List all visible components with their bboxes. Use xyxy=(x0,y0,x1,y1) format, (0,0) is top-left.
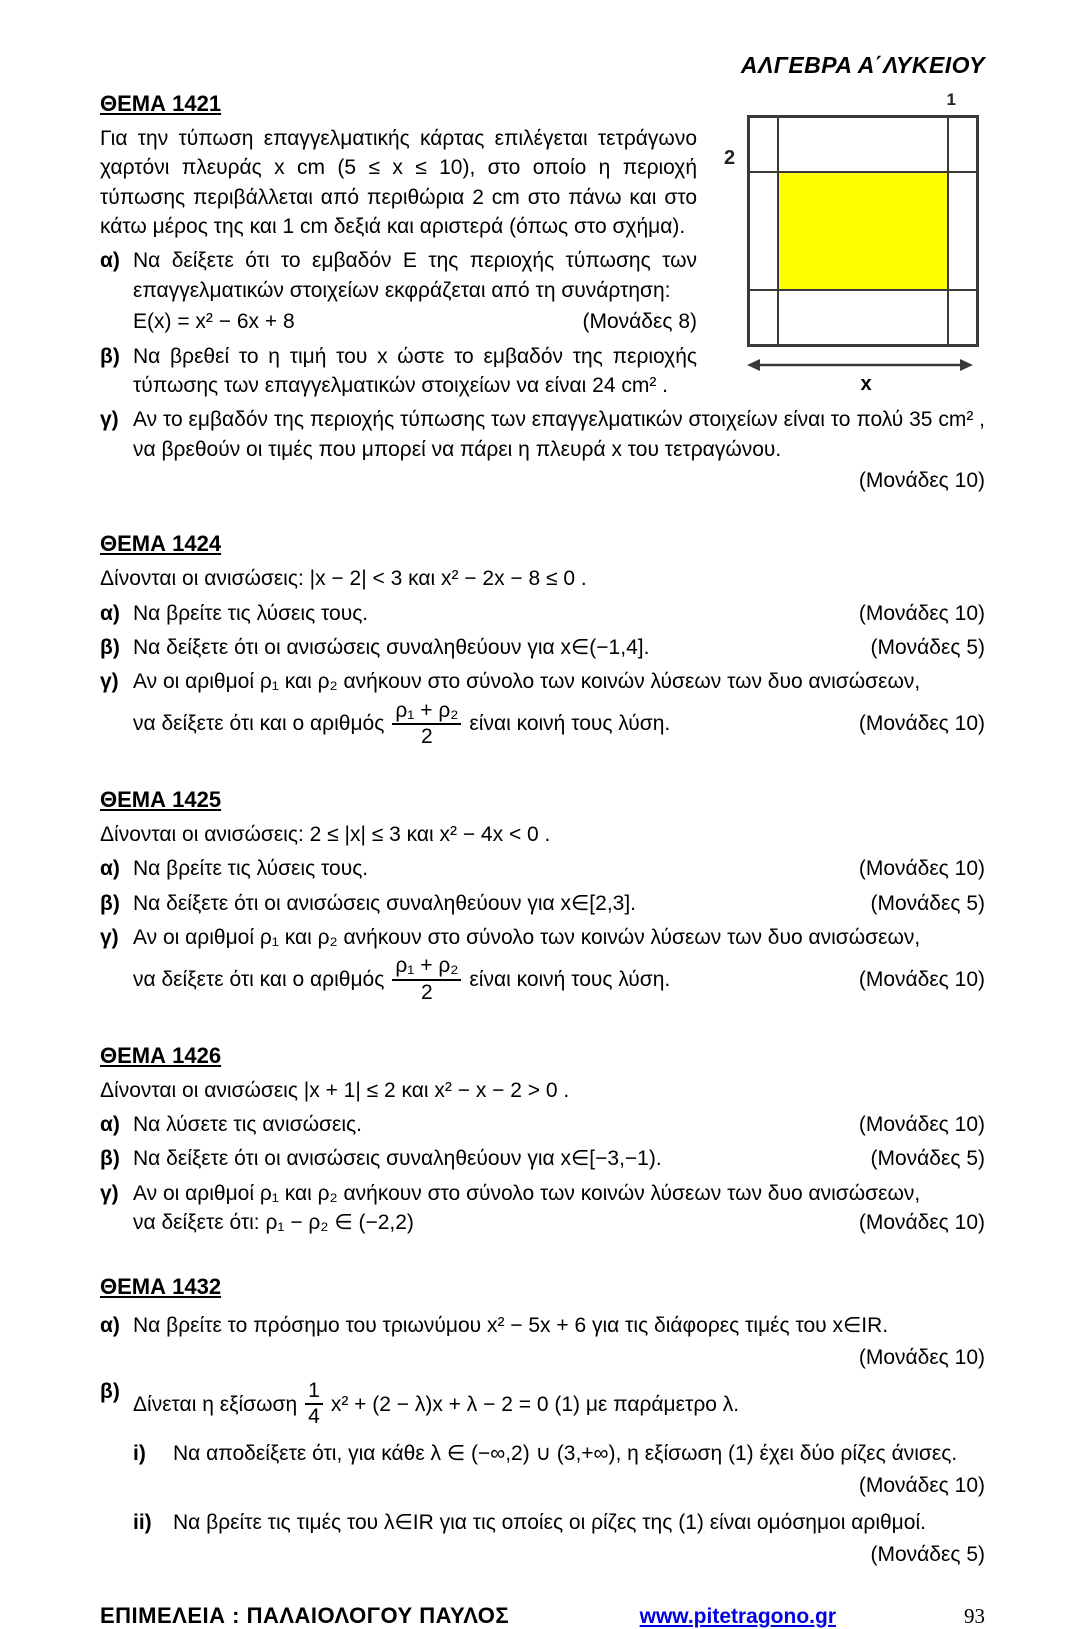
theme-1432-item-b xyxy=(100,1377,985,1569)
theme-1425-item-b xyxy=(100,889,985,918)
fraction-denominator: 2 xyxy=(392,979,461,1005)
formula-row xyxy=(133,307,697,336)
item-text-line2 xyxy=(133,952,985,1006)
item-marker: α) xyxy=(100,601,120,625)
item-marker: γ) xyxy=(100,670,119,694)
item-text: Να δείξετε ότι οι ανισώσεις συναληθεύουν για x∈[2,3]. xyxy=(133,891,636,915)
item-text: Δίνεται η εξίσωση xyxy=(133,1392,298,1416)
theme-1432-heading: ΘΕΜΑ 1432 xyxy=(100,1273,222,1299)
equation-line xyxy=(133,1377,739,1431)
points-label: (Μονάδες 8) xyxy=(582,310,697,334)
theme-1425-item-a xyxy=(100,854,985,883)
item-marker: α) xyxy=(100,249,120,273)
equation-text: x² + (2 − λ)x + λ − 2 = 0 (1) με παράμετρο λ. xyxy=(330,1392,740,1416)
item-marker: γ) xyxy=(100,926,119,950)
item-text: είναι κοινή τους λύση. xyxy=(469,712,671,736)
website-link[interactable]: www.pitetragono.gr xyxy=(639,1604,836,1628)
points-label: (Μονάδες 10) xyxy=(858,1112,985,1136)
theme-1426-item-c xyxy=(100,1179,985,1238)
item-marker: ii) xyxy=(133,1511,152,1535)
points-label: (Μονάδες 10) xyxy=(858,967,985,991)
item-text: Να δείξετε ότι το εμβαδόν Ε της περιοχής τύπωσης των επαγγελματικών στοιχείων εκφράζεται από τη συνάρτηση: xyxy=(133,249,697,302)
points-label: (Μονάδες 10) xyxy=(858,1211,985,1235)
theme-1432-item-a xyxy=(100,1311,985,1372)
points-label: (Μονάδες 10) xyxy=(858,857,985,881)
points-label: (Μονάδες 5) xyxy=(870,1542,985,1566)
theme-1424-item-c xyxy=(100,667,985,751)
item-text: Να βρείτε τις λύσεις τους. xyxy=(133,857,369,881)
item-marker: β) xyxy=(100,1147,120,1171)
fraction xyxy=(305,1379,323,1429)
item-text: Αν το εμβαδόν της περιοχής τύπωσης των επαγγελματικών στοιχείων είναι το πολύ 35 cm² , να βρεθούν οι τιμές που μπορεί να πάρει η πλευρά x του τετραγώνου. xyxy=(133,408,985,461)
item-text: Να βρεθεί το η τιμή του x ώστε το εμβαδόν της περιοχής τύπωσης των επαγγελματικών στοιχείων να είναι 24 cm² . xyxy=(133,344,697,397)
fraction-denominator: 2 xyxy=(392,723,461,749)
item-marker: β) xyxy=(100,1380,120,1404)
theme-1426-intro: Δίνονται οι ανισώσεις |x + 1| ≤ 2 και x² − x − 2 > 0 . xyxy=(100,1078,570,1102)
theme-1432 xyxy=(100,1272,985,1569)
points-label: (Μονάδες 10) xyxy=(858,1473,985,1497)
theme-1424-item-a xyxy=(100,599,985,628)
theme-1421-intro: Για την τύπωση επαγγελματικής κάρτας επιλέγεται τετράγωνο χαρτόνι πλευράς x cm (5 ≤ x ≤ 10), στο οποίο η περιοχή τύπωσης περιβάλλεται από περιθώρια 2 cm στο πάνω και στο κάτω μέρος της και 1 cm δεξιά και αριστερά (όπως στο σχήμα). xyxy=(100,126,697,238)
points-label: (Μονάδες 5) xyxy=(870,636,985,660)
page-footer xyxy=(100,1603,985,1629)
item-marker: γ) xyxy=(100,1181,119,1205)
theme-1421-item-c xyxy=(100,405,985,495)
points-label: (Μονάδες 10) xyxy=(858,1345,985,1369)
item-text-line2 xyxy=(133,697,985,751)
item-text: Να βρείτε τις τιμές του λ∈IR για τις οποίες οι ρίζες της (1) είναι ομόσημοι αριθμοί. xyxy=(173,1511,926,1535)
figure-top-margin-line xyxy=(750,171,976,173)
points-label: (Μονάδες 10) xyxy=(858,712,985,736)
theme-1432-item-b-i xyxy=(133,1439,985,1500)
item-marker: γ) xyxy=(100,408,119,432)
theme-1424 xyxy=(100,529,985,751)
figure-top-margin-label: 2 xyxy=(724,147,736,169)
theme-1426-heading: ΘΕΜΑ 1426 xyxy=(100,1042,222,1068)
points-label: (Μονάδες 10) xyxy=(858,601,985,625)
theme-1426 xyxy=(100,1041,985,1238)
fraction-numerator: ρ₁ + ρ₂ xyxy=(395,954,459,978)
item-text: είναι κοινή τους λύση. xyxy=(469,967,671,991)
item-text: να δείξετε ότι και ο αριθμός xyxy=(133,967,385,991)
item-text: Να βρείτε τις λύσεις τους. xyxy=(133,601,369,625)
theme-1425-item-c xyxy=(100,923,985,1007)
item-marker: α) xyxy=(100,1112,120,1136)
points-line xyxy=(133,1343,985,1372)
fraction xyxy=(392,954,461,1004)
figure-width-label: x xyxy=(860,373,872,395)
theme-1425-intro: Δίνονται οι ανισώσεις: 2 ≤ |x| ≤ 3 και x² − 4x < 0 . xyxy=(100,822,551,846)
item-text: Να αποδείξετε ότι, για κάθε λ ∈ (−∞,2) ∪ (3,+∞), η εξίσωση (1) έχει δύο ρίζες άνισες. xyxy=(173,1442,958,1466)
item-text: να δείξετε ότι και ο αριθμός xyxy=(133,712,385,736)
points-label: (Μονάδες 5) xyxy=(870,1147,985,1171)
item-text: Να δείξετε ότι οι ανισώσεις συναληθεύουν για x∈(−1,4]. xyxy=(133,636,650,660)
fraction-numerator: ρ₁ + ρ₂ xyxy=(395,698,459,722)
item-text: να δείξετε ότι: ρ₁ − ρ₂ ∈ (−2,2) xyxy=(133,1211,414,1235)
item-text: Αν οι αριθμοί ρ₁ και ρ₂ ανήκουν στο σύνολο των κοινών λύσεων των δυο ανισώσεων, xyxy=(133,1181,921,1205)
editor-credit: ΕΠΙΜΕΛΕΙΑ : ΠΑΛΑΙΟΛΟΓΟΥ ΠΑΥΛΟΣ xyxy=(100,1602,510,1628)
theme-1424-item-b xyxy=(100,633,985,662)
item-text: Αν οι αριθμοί ρ₁ και ρ₂ ανήκουν στο σύνολο των κοινών λύσεων των δυο ανισώσεων, xyxy=(133,926,921,950)
theme-1421-item-b xyxy=(100,342,985,401)
theme-1425-heading: ΘΕΜΑ 1425 xyxy=(100,787,222,813)
item-text: Να βρείτε το πρόσημο του τριωνύμου x² − 5x + 6 για τις διάφορες τιμές του x∈IR. xyxy=(133,1314,889,1338)
theme-1424-intro: Δίνονται οι ανισώσεις: |x − 2| < 3 και x² − 2x − 8 ≤ 0 . xyxy=(100,567,587,591)
item-text: Αν οι αριθμοί ρ₁ και ρ₂ ανήκουν στο σύνολο των κοινών λύσεων των δυο ανισώσεων, xyxy=(133,670,921,694)
theme-1424-heading: ΘΕΜΑ 1424 xyxy=(100,531,222,557)
item-marker: α) xyxy=(100,857,120,881)
fraction xyxy=(392,699,461,749)
figure-right-margin-label: 1 xyxy=(946,90,956,109)
fraction-denominator: 4 xyxy=(305,1403,323,1429)
points-label: (Μονάδες 5) xyxy=(870,891,985,915)
points-line xyxy=(133,466,985,495)
item-marker: α) xyxy=(100,1314,120,1338)
theme-1421-heading: ΘΕΜΑ 1421 xyxy=(100,91,222,116)
theme-1426-item-a xyxy=(100,1110,985,1139)
area-formula: E(x) = x² − 6x + 8 xyxy=(133,310,295,334)
item-marker: β) xyxy=(100,344,120,368)
page-header xyxy=(100,52,985,79)
item-text: Να δείξετε ότι οι ανισώσεις συναληθεύουν για x∈[−3,−1). xyxy=(133,1147,662,1171)
points-line xyxy=(173,1540,985,1569)
theme-1421 xyxy=(100,89,985,495)
item-text-line2 xyxy=(133,1208,985,1237)
points-label: (Μονάδες 10) xyxy=(858,469,985,493)
item-marker: β) xyxy=(100,636,120,660)
theme-1421-item-a xyxy=(100,246,985,336)
page-number: 93 xyxy=(964,1603,985,1628)
fraction-numerator: 1 xyxy=(308,1379,320,1403)
item-marker: β) xyxy=(100,891,120,915)
item-marker: i) xyxy=(133,1442,146,1466)
points-line xyxy=(173,1471,985,1500)
theme-1425 xyxy=(100,785,985,1007)
theme-1426-item-b xyxy=(100,1144,985,1173)
course-title: ΑΛΓΕΒΡΑ Α΄ΛΥΚΕΙΟΥ xyxy=(740,52,985,78)
item-text: Να λύσετε τις ανισώσεις. xyxy=(133,1112,362,1136)
theme-1432-item-b-ii xyxy=(133,1508,985,1569)
